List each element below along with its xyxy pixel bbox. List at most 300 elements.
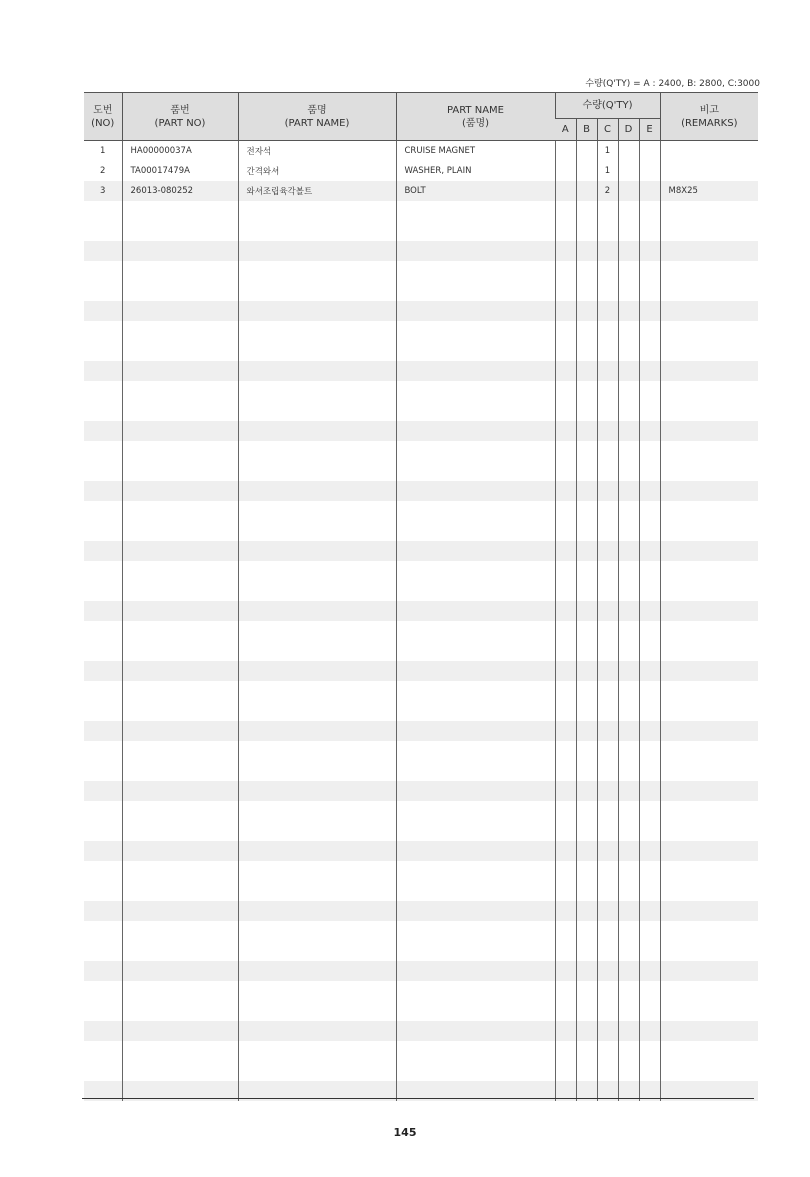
empty-cell xyxy=(660,541,758,561)
empty-cell xyxy=(396,581,555,601)
empty-cell xyxy=(396,821,555,841)
cell-qty-a xyxy=(555,161,576,181)
empty-cell xyxy=(576,761,597,781)
empty-cell xyxy=(597,501,618,521)
empty-cell xyxy=(84,661,122,681)
empty-cell xyxy=(660,721,758,741)
empty-cell xyxy=(660,381,758,401)
empty-cell xyxy=(122,781,238,801)
cell-qty-a xyxy=(555,181,576,201)
header-qty: 수량(Q'TY) xyxy=(555,93,660,119)
empty-cell xyxy=(639,921,660,941)
empty-cell xyxy=(639,741,660,761)
empty-cell xyxy=(576,661,597,681)
empty-table-row xyxy=(84,301,758,321)
empty-cell xyxy=(238,801,396,821)
empty-cell xyxy=(618,381,639,401)
empty-table-row xyxy=(84,261,758,281)
empty-cell xyxy=(576,781,597,801)
empty-cell xyxy=(238,981,396,1001)
empty-cell xyxy=(238,381,396,401)
empty-cell xyxy=(597,681,618,701)
cell-qty-c: 1 xyxy=(597,161,618,181)
parts-table-body xyxy=(84,141,758,1102)
empty-cell xyxy=(618,1041,639,1061)
empty-cell xyxy=(618,1001,639,1021)
empty-cell xyxy=(122,221,238,241)
cell-no: 2 xyxy=(100,166,106,176)
empty-cell xyxy=(639,621,660,641)
empty-cell xyxy=(555,381,576,401)
empty-cell xyxy=(660,881,758,901)
empty-cell xyxy=(660,621,758,641)
empty-cell xyxy=(84,561,122,581)
empty-cell xyxy=(396,481,555,501)
empty-cell xyxy=(618,1021,639,1041)
empty-cell xyxy=(84,621,122,641)
empty-cell xyxy=(84,381,122,401)
empty-cell xyxy=(618,441,639,461)
header-part-name-kr-top: 품명 xyxy=(307,104,327,116)
empty-cell xyxy=(597,561,618,581)
empty-cell xyxy=(639,701,660,721)
empty-cell xyxy=(618,881,639,901)
empty-cell xyxy=(396,981,555,1001)
cell-part-no: TA00017479A xyxy=(122,161,238,181)
empty-cell xyxy=(639,201,660,221)
empty-cell xyxy=(618,1061,639,1081)
empty-cell xyxy=(618,521,639,541)
empty-cell xyxy=(555,641,576,661)
empty-cell xyxy=(555,761,576,781)
empty-table-row xyxy=(84,341,758,361)
table-row xyxy=(84,181,758,201)
empty-cell xyxy=(618,781,639,801)
empty-cell xyxy=(122,1021,238,1041)
empty-cell xyxy=(238,921,396,941)
empty-cell xyxy=(555,1041,576,1061)
empty-cell xyxy=(122,481,238,501)
empty-cell xyxy=(555,541,576,561)
empty-cell xyxy=(618,941,639,961)
empty-cell xyxy=(396,241,555,261)
empty-cell xyxy=(597,741,618,761)
empty-cell xyxy=(660,421,758,441)
empty-cell xyxy=(238,641,396,661)
page-number: 145 xyxy=(393,1126,417,1139)
empty-cell xyxy=(597,441,618,461)
empty-cell xyxy=(555,201,576,221)
empty-cell xyxy=(576,861,597,881)
empty-cell xyxy=(576,821,597,841)
empty-cell xyxy=(122,1061,238,1081)
header-part-name-kr xyxy=(238,93,396,141)
empty-cell xyxy=(122,281,238,301)
empty-cell xyxy=(555,341,576,361)
empty-table-row xyxy=(84,961,758,981)
empty-cell xyxy=(576,501,597,521)
empty-cell xyxy=(555,681,576,701)
empty-cell xyxy=(84,221,122,241)
empty-table-row xyxy=(84,701,758,721)
empty-cell xyxy=(576,581,597,601)
empty-cell xyxy=(660,241,758,261)
empty-cell xyxy=(238,1041,396,1061)
empty-cell xyxy=(238,881,396,901)
empty-cell xyxy=(84,301,122,321)
empty-cell xyxy=(122,581,238,601)
empty-cell xyxy=(576,301,597,321)
empty-cell xyxy=(618,481,639,501)
empty-cell xyxy=(660,481,758,501)
empty-cell xyxy=(238,241,396,261)
empty-cell xyxy=(122,701,238,721)
empty-cell xyxy=(618,721,639,741)
empty-cell xyxy=(122,821,238,841)
empty-cell xyxy=(238,861,396,881)
empty-cell xyxy=(238,901,396,921)
header-part-no-kr: 품번 xyxy=(170,104,190,116)
empty-cell xyxy=(639,481,660,501)
empty-cell xyxy=(639,501,660,521)
empty-cell xyxy=(660,1061,758,1081)
empty-cell xyxy=(660,341,758,361)
empty-cell xyxy=(660,301,758,321)
empty-cell xyxy=(555,241,576,261)
header-part-name-en-bottom: (품명) xyxy=(461,117,490,129)
cell-no: 3 xyxy=(84,181,122,201)
empty-cell xyxy=(84,421,122,441)
empty-table-row xyxy=(84,1001,758,1021)
empty-table-row xyxy=(84,661,758,681)
empty-cell xyxy=(618,761,639,781)
empty-cell xyxy=(555,1021,576,1041)
empty-cell xyxy=(84,441,122,461)
empty-cell xyxy=(396,341,555,361)
empty-cell xyxy=(122,981,238,1001)
empty-cell xyxy=(639,961,660,981)
empty-cell xyxy=(597,261,618,281)
empty-cell xyxy=(555,261,576,281)
empty-cell xyxy=(660,361,758,381)
empty-cell xyxy=(555,601,576,621)
empty-cell xyxy=(639,321,660,341)
empty-cell xyxy=(555,781,576,801)
empty-cell xyxy=(555,621,576,641)
empty-cell xyxy=(639,421,660,441)
empty-table-row xyxy=(84,401,758,421)
empty-cell xyxy=(597,841,618,861)
empty-cell xyxy=(84,841,122,861)
empty-cell xyxy=(576,461,597,481)
empty-cell xyxy=(122,561,238,581)
header-qty-c: C xyxy=(597,119,618,141)
empty-cell xyxy=(555,501,576,521)
empty-cell xyxy=(84,861,122,881)
empty-table-row xyxy=(84,1021,758,1041)
empty-cell xyxy=(597,221,618,241)
empty-cell xyxy=(122,961,238,981)
empty-cell xyxy=(618,641,639,661)
empty-cell xyxy=(396,841,555,861)
empty-cell xyxy=(122,841,238,861)
empty-cell xyxy=(238,401,396,421)
empty-cell xyxy=(660,581,758,601)
empty-cell xyxy=(618,201,639,221)
empty-cell xyxy=(576,721,597,741)
empty-cell xyxy=(396,361,555,381)
table-row xyxy=(84,161,758,181)
empty-cell xyxy=(396,461,555,481)
empty-cell xyxy=(618,501,639,521)
empty-cell xyxy=(122,901,238,921)
empty-cell xyxy=(660,901,758,921)
empty-cell xyxy=(597,901,618,921)
empty-cell xyxy=(639,1001,660,1021)
empty-cell xyxy=(576,961,597,981)
empty-cell xyxy=(618,621,639,641)
empty-cell xyxy=(597,401,618,421)
empty-cell xyxy=(576,541,597,561)
empty-table-row xyxy=(84,781,758,801)
empty-cell xyxy=(84,721,122,741)
empty-cell xyxy=(639,721,660,741)
cell-qty-b xyxy=(576,161,597,181)
empty-cell xyxy=(660,281,758,301)
empty-cell xyxy=(597,661,618,681)
empty-cell xyxy=(576,621,597,641)
empty-cell xyxy=(597,861,618,881)
cell-part-name-kr: 간격와셔 xyxy=(238,161,396,181)
empty-cell xyxy=(660,501,758,521)
empty-cell xyxy=(238,461,396,481)
empty-cell xyxy=(555,481,576,501)
empty-cell xyxy=(639,381,660,401)
empty-cell xyxy=(618,241,639,261)
empty-cell xyxy=(396,201,555,221)
empty-cell xyxy=(639,1041,660,1061)
header-no-en: (NO) xyxy=(91,117,115,129)
empty-cell xyxy=(238,261,396,281)
empty-cell xyxy=(576,701,597,721)
empty-cell xyxy=(618,801,639,821)
cell-qty-d xyxy=(618,161,639,181)
empty-cell xyxy=(576,941,597,961)
empty-cell xyxy=(639,361,660,381)
empty-cell xyxy=(618,561,639,581)
empty-cell xyxy=(639,821,660,841)
empty-cell xyxy=(576,481,597,501)
empty-cell xyxy=(618,281,639,301)
empty-cell xyxy=(122,761,238,781)
empty-cell xyxy=(660,201,758,221)
empty-cell xyxy=(639,1021,660,1041)
empty-table-row xyxy=(84,681,758,701)
empty-cell xyxy=(576,981,597,1001)
empty-cell xyxy=(576,1021,597,1041)
header-qty-e: E xyxy=(639,119,660,141)
empty-cell xyxy=(84,341,122,361)
empty-cell xyxy=(576,221,597,241)
empty-cell xyxy=(639,401,660,421)
empty-cell xyxy=(555,301,576,321)
empty-cell xyxy=(396,501,555,521)
empty-cell xyxy=(84,641,122,661)
empty-cell xyxy=(555,441,576,461)
empty-cell xyxy=(238,501,396,521)
empty-cell xyxy=(639,561,660,581)
empty-table-row xyxy=(84,281,758,301)
empty-cell xyxy=(84,361,122,381)
empty-cell xyxy=(555,981,576,1001)
empty-cell xyxy=(639,301,660,321)
empty-cell xyxy=(555,521,576,541)
empty-cell xyxy=(555,401,576,421)
empty-cell xyxy=(639,761,660,781)
empty-cell xyxy=(597,961,618,981)
empty-cell xyxy=(84,1061,122,1081)
empty-cell xyxy=(660,1001,758,1021)
empty-cell xyxy=(597,301,618,321)
table-bottom-rule xyxy=(82,1098,754,1099)
empty-cell xyxy=(639,461,660,481)
empty-cell xyxy=(238,201,396,221)
empty-cell xyxy=(660,561,758,581)
cell-qty-b xyxy=(576,141,597,162)
empty-cell xyxy=(618,961,639,981)
empty-cell xyxy=(396,321,555,341)
empty-cell xyxy=(396,921,555,941)
empty-cell xyxy=(555,701,576,721)
empty-cell xyxy=(238,281,396,301)
empty-table-row xyxy=(84,601,758,621)
empty-cell xyxy=(555,941,576,961)
empty-cell xyxy=(238,1061,396,1081)
empty-cell xyxy=(84,921,122,941)
empty-table-row xyxy=(84,421,758,441)
empty-cell xyxy=(396,881,555,901)
empty-cell xyxy=(576,561,597,581)
empty-cell xyxy=(84,581,122,601)
header-part-name-en-top: PART NAME xyxy=(446,104,504,116)
empty-cell xyxy=(639,801,660,821)
empty-cell xyxy=(576,881,597,901)
cell-no: 1 xyxy=(100,146,106,156)
empty-cell xyxy=(84,761,122,781)
parts-list-table xyxy=(84,92,758,1101)
empty-cell xyxy=(660,1041,758,1061)
empty-cell xyxy=(639,241,660,261)
header-remarks xyxy=(660,93,758,141)
empty-cell xyxy=(238,221,396,241)
empty-cell xyxy=(238,841,396,861)
empty-cell xyxy=(238,341,396,361)
empty-cell xyxy=(122,301,238,321)
empty-cell xyxy=(660,221,758,241)
empty-cell xyxy=(238,941,396,961)
cell-remarks xyxy=(660,161,758,181)
empty-cell xyxy=(597,781,618,801)
empty-cell xyxy=(84,541,122,561)
empty-cell xyxy=(660,461,758,481)
empty-cell xyxy=(639,881,660,901)
empty-cell xyxy=(238,1021,396,1041)
empty-cell xyxy=(618,361,639,381)
empty-cell xyxy=(238,761,396,781)
empty-cell xyxy=(618,821,639,841)
empty-cell xyxy=(660,401,758,421)
empty-cell xyxy=(597,541,618,561)
empty-cell xyxy=(618,861,639,881)
empty-cell xyxy=(122,241,238,261)
empty-cell xyxy=(639,641,660,661)
empty-cell xyxy=(660,981,758,1001)
empty-table-row xyxy=(84,361,758,381)
empty-cell xyxy=(84,781,122,801)
empty-cell xyxy=(618,901,639,921)
empty-cell xyxy=(238,601,396,621)
empty-cell xyxy=(597,801,618,821)
empty-cell xyxy=(84,681,122,701)
empty-cell xyxy=(122,601,238,621)
empty-cell xyxy=(576,841,597,861)
empty-cell xyxy=(396,521,555,541)
empty-table-row xyxy=(84,981,758,1001)
empty-cell xyxy=(396,441,555,461)
empty-cell xyxy=(84,481,122,501)
empty-cell xyxy=(597,1061,618,1081)
empty-cell xyxy=(597,881,618,901)
empty-cell xyxy=(122,661,238,681)
empty-cell xyxy=(238,681,396,701)
empty-cell xyxy=(576,641,597,661)
empty-cell xyxy=(639,781,660,801)
quantity-note: 수량(Q'TY) = A : 2400, B: 2800, C:3000 xyxy=(585,79,760,89)
empty-cell xyxy=(84,961,122,981)
empty-cell xyxy=(660,821,758,841)
empty-cell xyxy=(396,721,555,741)
empty-table-row xyxy=(84,721,758,741)
empty-cell xyxy=(618,981,639,1001)
empty-cell xyxy=(396,861,555,881)
empty-cell xyxy=(396,1021,555,1041)
empty-cell xyxy=(576,261,597,281)
empty-cell xyxy=(396,681,555,701)
empty-cell xyxy=(122,681,238,701)
empty-cell xyxy=(122,261,238,281)
header-remarks-kr: 비고 xyxy=(699,104,719,116)
empty-cell xyxy=(238,421,396,441)
empty-cell xyxy=(639,661,660,681)
empty-cell xyxy=(396,421,555,441)
empty-cell xyxy=(238,321,396,341)
empty-table-row xyxy=(84,901,758,921)
empty-cell xyxy=(618,461,639,481)
empty-cell xyxy=(618,321,639,341)
empty-cell xyxy=(555,461,576,481)
empty-cell xyxy=(396,601,555,621)
empty-cell xyxy=(597,321,618,341)
empty-cell xyxy=(660,781,758,801)
empty-cell xyxy=(639,861,660,881)
cell-qty-e xyxy=(639,141,660,162)
empty-cell xyxy=(396,661,555,681)
empty-cell xyxy=(639,441,660,461)
empty-cell xyxy=(238,361,396,381)
empty-cell xyxy=(576,1041,597,1061)
table-row xyxy=(84,141,758,162)
empty-table-row xyxy=(84,481,758,501)
